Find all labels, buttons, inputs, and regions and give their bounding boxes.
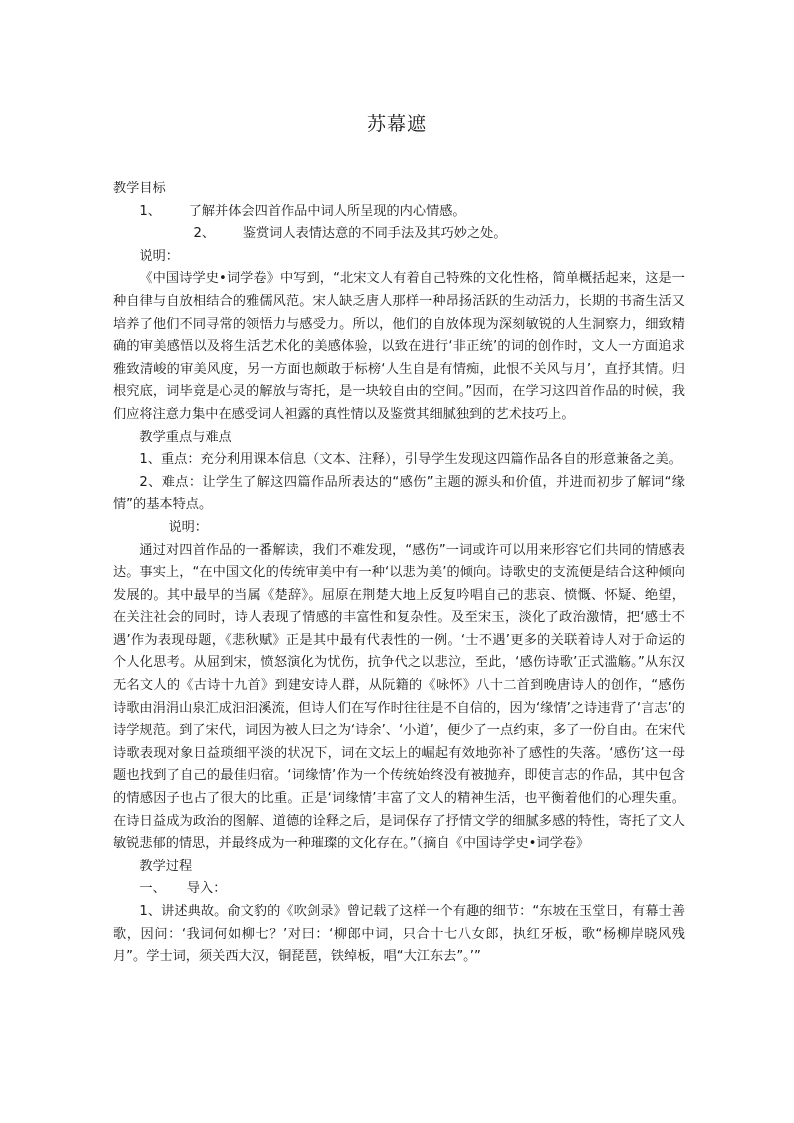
process-step-1 [113, 878, 685, 901]
key-points-heading: 教学重点与难点 [139, 429, 232, 445]
objective-item-2-text: 鉴赏词人表情达意的不同手法及其巧妙之处。 [242, 226, 507, 242]
key-points-note-label: 说明： [168, 519, 208, 535]
objective-item-2-number: 2、 [193, 226, 216, 242]
process-step-1-number: 一、 [139, 881, 166, 897]
objectives-heading: 教学目标 [113, 181, 166, 196]
objective-item-2 [113, 223, 685, 246]
document-body [113, 178, 685, 969]
process-heading: 教学过程 [139, 858, 193, 874]
objective-item-1 [113, 201, 685, 224]
key-point-2: 2、难点：让学生了解这四篇作品所表达的“感伤”主题的源头和价值，并进而初步了解词“缘情”的基本特点。 [113, 474, 685, 513]
objective-item-1-text: 了解并体会四首作品中词人所呈现的内心情感。 [188, 203, 466, 219]
process-step-1-text: 导入： [186, 881, 227, 897]
page-title: 苏幕遮 [366, 113, 427, 135]
key-point-1: 1、重点：充分利用课本信息（文本、注释），引导学生发现这四篇作品各自的形意兼备之美。 [139, 452, 682, 468]
objectives-note-text: 《中国诗学史•词学卷》中写到，“北宋文人有着自己特殊的文化性格，简单概括起来，这是一种自律与自放相结合的雅儒风范。宋人缺乏唐人那样一种昂扬活跃的生动活力，长期的书斋生活又培养了他们不同寻常的领悟力与感受力。所以，他们的自放体现为深刻敏锐的人生洞察力，细致精确的审美感悟以及将生活艺术化的美感体验，以致在进行‘非正统’的词的创作时，文人一方面追求雅致清峻的审美风度，另一方面也颇敢于标榜‘人生自是有情痴，此恨不关风与月’，直抒其情。归根究底，词毕竟是心灵的解放与寄托，是一块较自由的空间。”因而，在学习这四首作品的时候，我们应将注意力集中在感受词人袒露的真性情以及鉴赏其细腻独到的艺术技巧上。 [113, 271, 685, 422]
process-story: 1、讲述典故。俞文豹的《吹剑录》曾记载了这样一个有趣的细节：“东坡在玉堂日，有幕士善歌，因问：‘我词何如柳七？’对曰：‘柳郎中词，只合十七八女郎，执红牙板，歌“杨柳岸晓风残月”。学士词，须关西大汉，铜琵琶，铁绰板，唱“大江东去”。’” [113, 904, 685, 965]
objective-item-1-number: 1、 [139, 203, 161, 219]
key-points-note-text: 通过对四首作品的一番解读，我们不难发现，“感伤”一词或许可以用来形容它们共同的情感表达。事实上，“在中国文化的传统审美中有一种‘以悲为美’的倾向。诗歌史的支流便是结合这种倾向发展的。其中最早的当属《楚辞》。屈原在荆楚大地上反复吟唱自己的悲哀、愤慨、怀疑、绝望，在关注社会的同时，诗人表现了情感的丰富性和复杂性。及至宋玉，淡化了政治激情，把‘感士不遇’作为表现母题，《悲秋赋》正是其中最有代表性的一例。‘士不遇’更多的关联着诗人对于命运的个人化思考。从屈到宋，愤怒演化为忧伤，抗争代之以悲泣，至此，‘感伤诗歌’正式滥觞。”从东汉无名文人的《古诗十九首》到建安诗人群，从阮籍的《咏怀》八十二首到晚唐诗人的创作，“感伤诗歌由涓涓山泉汇成汩汩溪流，但诗人们在写作时往往是不自信的，因为‘缘情’之诗违背了‘言志’的诗学规范。到了宋代，词因为被人曰之为‘诗余’、‘小道’，便少了一点约束，多了一份自由。在宋代诗歌表现对象日益琐细平淡的状况下，词在文坛上的崛起有效地弥补了感性的失落。‘感伤’这一母题也找到了自己的最佳归宿。‘词缘情’作为一个传统始终没有被抛弃，即使言志的作品，其中包含的情感因子也占了很大的比重。正是‘词缘情’丰富了文人的精神生活，也平衡着他们的心理失重。在诗日益成为政治的图解、道德的诠释之后，是词保存了抒情文学的细腻多感的特性，寄托了文人敏锐悲郁的情思，并最终成为一种璀璨的文化存在。”（摘自《中国诗学史•词学卷》 [113, 542, 685, 852]
objectives-note-label: 说明： [139, 248, 179, 264]
